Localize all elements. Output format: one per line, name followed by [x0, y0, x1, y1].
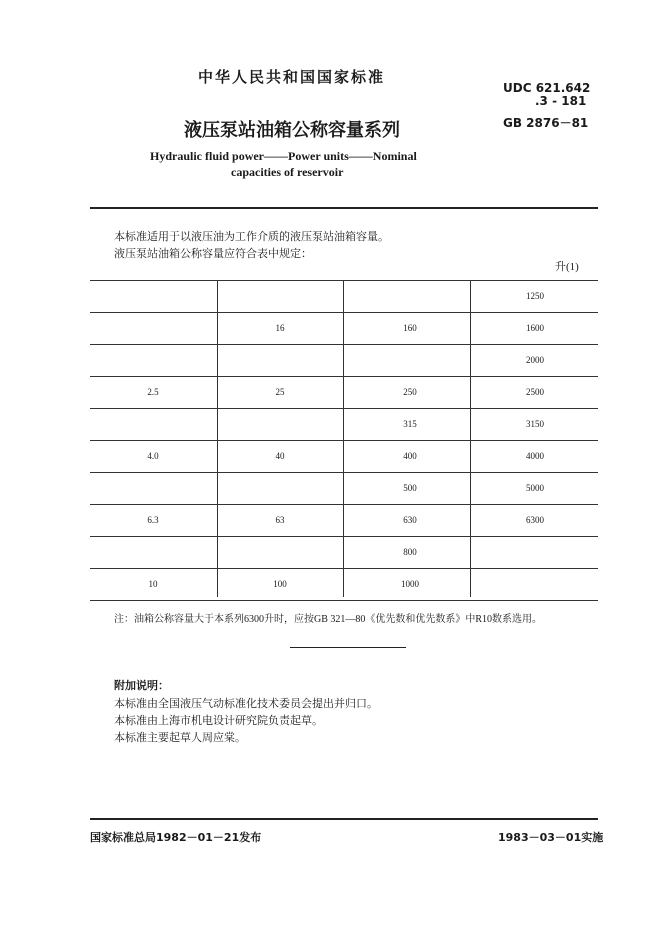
table-cell: 1000 — [401, 579, 419, 589]
table-rule — [90, 376, 598, 377]
appendix-line: 本标准由上海市机电设计研究院负责起草。 — [114, 715, 323, 727]
table-cell: 4000 — [526, 451, 544, 461]
table-cell: 16 — [275, 323, 285, 333]
table-rule — [90, 312, 598, 313]
capacity-table — [90, 276, 598, 597]
table-cell: 2000 — [526, 355, 544, 365]
table-cell: 160 — [403, 323, 417, 333]
table-rule — [90, 440, 598, 441]
table-cell: 6300 — [526, 515, 544, 525]
table-cell: 5000 — [526, 483, 544, 493]
table-rule — [90, 344, 598, 345]
table-cell: 630 — [403, 515, 417, 525]
issue-date: 国家标准总局1982－01－21发布 — [90, 831, 262, 844]
appendix-title: 附加说明： — [114, 680, 169, 692]
table-cell: 63 — [275, 515, 285, 525]
table-rule — [90, 536, 598, 537]
table-cell: 800 — [403, 547, 417, 557]
table-cell: 10 — [148, 579, 158, 589]
table-cell: 400 — [403, 451, 417, 461]
table-cell: 40 — [275, 451, 285, 461]
intro-requirement: 液压泵站油箱公称容量应符合表中规定： — [114, 248, 312, 260]
table-cell: 100 — [273, 579, 287, 589]
separator-rule — [290, 647, 406, 648]
intro-scope: 本标准适用于以液压油为工作介质的液压泵站油箱容量。 — [114, 231, 389, 243]
udc-code: UDC 621.642 — [503, 81, 591, 95]
table-cell: 315 — [403, 419, 417, 429]
bottom-rule — [90, 818, 598, 820]
issuing-organization: 中华人民共和国国家标准 — [198, 68, 386, 86]
table-rule — [90, 568, 598, 569]
title-chinese: 液压泵站油箱公称容量系列 — [184, 120, 400, 141]
table-column-divider — [217, 280, 218, 597]
table-cell: 2.5 — [147, 387, 159, 397]
table-rule — [90, 504, 598, 505]
table-cell: 4.0 — [147, 451, 159, 461]
table-cell: 1250 — [526, 291, 544, 301]
table-rule — [90, 472, 598, 473]
table-rule — [90, 280, 598, 281]
table-rule — [90, 408, 598, 409]
table-cell: 1600 — [526, 323, 544, 333]
table-cell: 250 — [403, 387, 417, 397]
title-english-line1: Hydraulic fluid power——Power units——Nominal — [150, 149, 417, 163]
table-cell: 25 — [275, 387, 285, 397]
title-english-line2: capacities of reservoir — [231, 165, 344, 179]
table-rule — [90, 600, 598, 601]
table-cell: 500 — [403, 483, 417, 493]
appendix-line: 本标准主要起草人周应棠。 — [114, 732, 246, 744]
table-unit: 升(1) — [555, 261, 579, 273]
table-note: 注：油箱公称容量大于本系列6300升时，应按GB 321—80《优先数和优先数系》中R10数系选用。 — [114, 614, 543, 625]
gb-standard-number: GB 2876－81 — [503, 116, 589, 130]
top-rule — [90, 207, 598, 209]
appendix-line: 本标准由全国液压气动标准化技术委员会提出并归口。 — [114, 698, 378, 710]
udc-code-continued: .3 - 181 — [535, 94, 587, 108]
effective-date: 1983－03－01实施 — [498, 831, 604, 844]
table-cell: 3150 — [526, 419, 544, 429]
table-cell: 2500 — [526, 387, 544, 397]
table-cell: 6.3 — [147, 515, 159, 525]
table-column-divider — [343, 280, 344, 597]
table-column-divider — [470, 280, 471, 597]
